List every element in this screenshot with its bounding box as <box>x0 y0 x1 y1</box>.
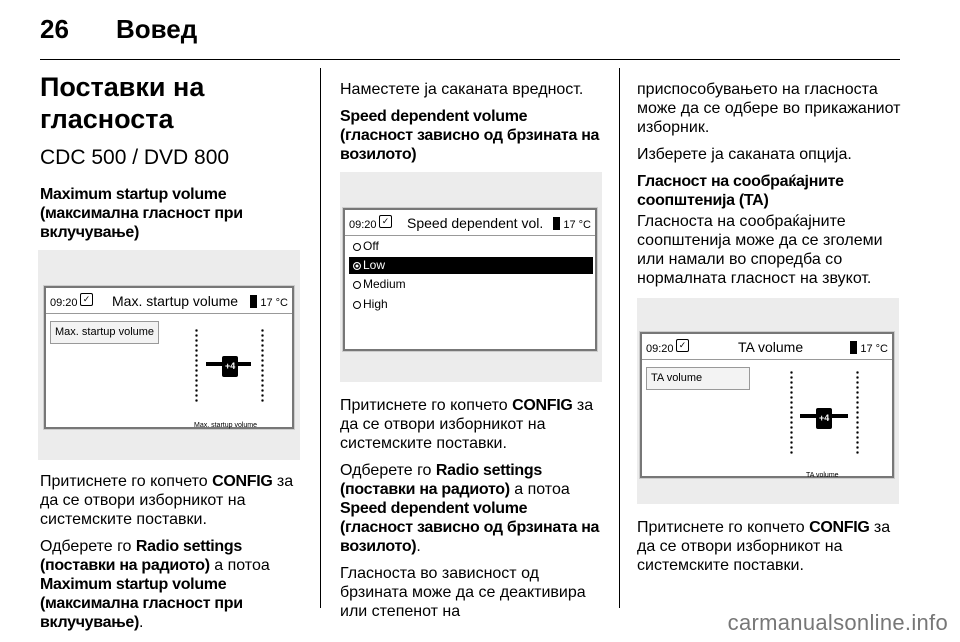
volume-scale <box>195 328 198 404</box>
phone-icon <box>850 341 857 354</box>
option-medium[interactable]: Medium <box>349 276 593 293</box>
paragraph: Притиснете го копчето CONFIG за да се отвори изборникот на системските поставки. <box>637 519 891 574</box>
paragraph: Изберете ја саканата опција. <box>637 146 852 163</box>
option-high[interactable]: High <box>349 296 593 313</box>
clock-icon: ✓ <box>676 339 689 352</box>
temperature: 17 °C <box>850 340 888 359</box>
page-number: 26 <box>40 14 69 44</box>
screen-image <box>38 250 300 460</box>
screen-status-bar <box>642 334 892 360</box>
clock-icon: ✓ <box>379 215 392 228</box>
item-heading: Гласност на сообраќајните соопштенија (TA) <box>637 173 844 209</box>
radio-icon <box>353 281 361 289</box>
volume-value: +4 <box>222 356 238 377</box>
subsection-heading: CDC 500 / DVD 800 <box>40 146 230 169</box>
setting-label: TA volume <box>646 367 750 390</box>
screen-title: Max. startup volume <box>112 293 239 309</box>
column-2 <box>340 68 602 629</box>
radio-icon <box>353 243 361 251</box>
item-heading: Maximum startup volume (максимална гласност при вклучување) <box>40 186 243 241</box>
watermark: carmanualsonline.info <box>727 610 948 635</box>
column-divider <box>619 68 620 608</box>
phone-icon <box>250 295 257 308</box>
temperature: 17 °C <box>553 216 591 235</box>
header-rule <box>40 59 900 60</box>
clock-icon: ✓ <box>80 293 93 306</box>
page-header <box>0 0 960 60</box>
clock-time: 09:20 <box>646 343 674 355</box>
paragraph: Гласноста на сообраќајните соопштенија може да се зголеми или намали во споредба со нормалната гласност на звукот. <box>637 213 883 287</box>
column-3 <box>637 68 907 583</box>
screen-title: TA volume <box>738 339 804 355</box>
section-heading: Поставки на гласноста <box>40 72 205 134</box>
screen-status-bar <box>345 210 595 236</box>
temperature: 17 °C <box>250 294 288 313</box>
scale-caption: Max. startup volume <box>194 422 258 429</box>
paragraph: Одберете го Radio settings (поставки на радиото) а потоа Maximum startup volume (максимална гласност при вклучување). <box>40 538 270 631</box>
radio-icon <box>353 301 361 309</box>
paragraph: Одберете го Radio settings (поставки на радиото) а потоа Speed dependent volume (гласност зависно од брзината на возилото). <box>340 462 600 555</box>
screen-title: Speed dependent vol. <box>407 215 544 231</box>
clock-time: 09:20 <box>50 297 78 309</box>
volume-scale <box>261 328 264 404</box>
option-low[interactable]: Low <box>349 257 593 274</box>
screen-status-bar <box>46 288 292 314</box>
radio-selected-icon <box>353 262 361 270</box>
volume-scale <box>856 370 859 456</box>
section-title: Вовед <box>116 14 198 44</box>
paragraph: Притиснете го копчето CONFIG за да се отвори изборникот на системските поставки. <box>40 473 294 528</box>
clock-time: 09:20 <box>349 219 377 231</box>
volume-scale <box>790 370 793 456</box>
paragraph: Гласноста во зависност од брзината може да се деактивира или степенот на <box>340 565 586 620</box>
screen-image <box>637 298 899 504</box>
scale-caption: TA volume <box>806 472 839 479</box>
paragraph: Притиснете го копчето CONFIG за да се отвори изборникот на системските поставки. <box>340 397 594 452</box>
phone-icon <box>553 217 560 230</box>
volume-value: +4 <box>816 408 832 429</box>
screen-image <box>340 172 602 382</box>
column-1 <box>40 68 310 640</box>
option-off[interactable]: Off <box>349 238 593 255</box>
column-divider <box>320 68 321 608</box>
setting-label: Max. startup volume <box>50 321 159 344</box>
item-heading: Speed dependent volume (гласност зависно од брзината на возилото) <box>340 108 600 163</box>
paragraph: Наместете ја саканата вредност. <box>340 81 584 98</box>
paragraph: приспособувањето на гласноста може да се одбере во прикажаниот изборник. <box>637 81 901 136</box>
